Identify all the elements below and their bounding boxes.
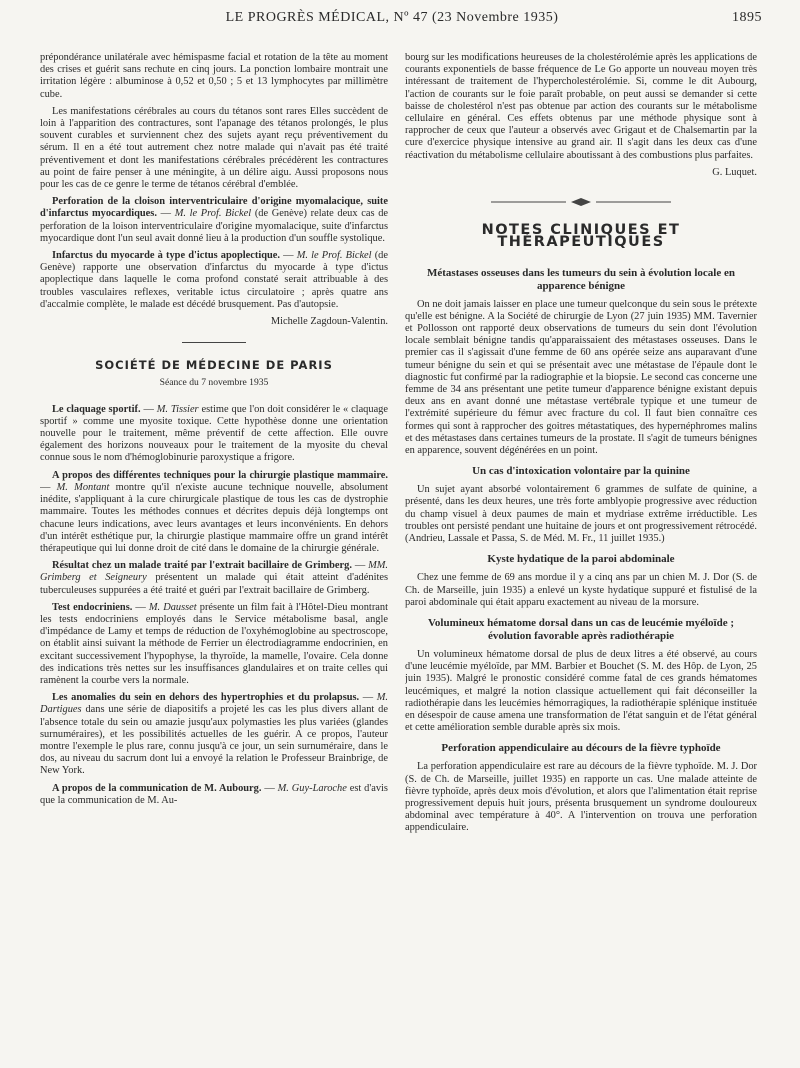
article-body: Un volumineux hématome dorsal de plus de deux litres a été observé, au cours d'une leucémie myéloïde, par MM. Barbier et Bouchet (S. M. des Hôp. de Lyon, 25 juin 1935). Malgré le pronostic considéré comme fatal de ces grands hématomes leucémiques, et malgré la notion classique actuellement qui fait déconseiller la radiothérapie dans les leucémies hémorragiques, la radiothérapie splénique instituée en désespoir de cause amena une transformation de l'état sanguin et de l'état général et cette amélioration semble durable après six mois. bbox=[405, 648, 757, 734]
article-body: dans une série de diapositifs a projeté les cas les plus divers allant de l'absence totale du sein ou amazie jusqu'aux polymasties les plus variées (glandes surnuméraires), et les possibilités actuelles de les guérir. A ce propos, l'auteur montre l'exemple le plus rare, connu jusqu'à ce jour, un sein surnuméraire, dans le dos, au niveau du sacrum dont lui a envoyé la relation le Professeur Brainbrige, de New York. bbox=[40, 704, 388, 777]
article-title: A propos de la communication de M. Aubourg. bbox=[52, 782, 262, 794]
article-body: La perforation appendiculaire est rare au décours de la fièvre typhoïde. M. J. Dor (S. de Ch. de Marseille, juillet 1935) en rapporte un cas. Une malade atteinte de fièvre typhoïde, après deux mois d'évolution, et alors que l'alimentation était reprise progressivement depuis huit jours, présenta brusquement un syndrome douloureux abdominal avec température à 40°. A l'intervention on trouva une perforation appendiculaire. bbox=[405, 761, 757, 834]
article: Le claquage sportif. — M. Tissier estime que l'on doit considérer le « claquage sportif » comme une myosite toxique. Cette hypothèse donne une orientation nouvelle pour le traitement, même préventif de cette affection. Elle ouvre également des horizons nouveaux pour le traitement de la myosite du cheval connue sous le nom d'hémoglobinurie paroxystique a frigore. bbox=[40, 403, 388, 464]
session-date: Séance du 7 novembre 1935 bbox=[159, 377, 269, 389]
paragraph: prépondérance unilatérale avec hémispasme facial et rotation de la tête au moment des crises et guérit sans rechute en cinq jours. La ponction lombaire montrait une irritation légère : albuminose à 0,52 et 0,50 ; 5 et 13 lymphocytes par millimètre cube. bbox=[40, 52, 388, 100]
article-title: Résultat chez un malade traité par l'extrait bacillaire de Grimberg. bbox=[52, 560, 352, 572]
society-heading: SOCIÉTÉ DE MÉDECINE DE PARIS bbox=[95, 358, 333, 373]
article-author: M. Dausset bbox=[148, 601, 197, 613]
article-body: (de Genève) relate deux cas de perforation de la loison interventriculaire d'origine myomalacique, suite d'infarctus myocardique dont l'un seul avait donné lieu à la production d'un souffle systolique. bbox=[40, 208, 388, 244]
article-author: M. le Prof. Bickel bbox=[296, 250, 372, 262]
section-heading: NOTES CLINIQUES ET THÉRAPEUTIQUES bbox=[481, 222, 681, 251]
page-number: 1895 bbox=[732, 10, 762, 25]
article-title: Kyste hydatique de la paroi abdominale bbox=[487, 553, 675, 566]
article: A propos des différentes techniques pour la chirurgie plastique mammaire. — M. Montant montre qu'il n'existe aucune technique nouvelle, absolument inédite, s'appliquant à la cure chirurgicale plastique de tous les cas de dystrophie mammaire. Toutes les méthodes connues et décrites depuis déjà longtemps ont chacune leurs indications, avec leurs avantages et leurs inconvénients. En dehors d'un intérêt esthétique pur, la chirurgie plastique mammaire offre un grand intérêt thérapeutique qui lui donne droit de cité dans le domaine de la chirurgie générale. bbox=[40, 469, 388, 554]
article-author: M. le Prof. Bickel bbox=[174, 208, 252, 220]
article: Infarctus du myocarde à type d'ictus apoplectique. — M. le Prof. Bickel (de Genève) rapporte une observation d'infarctus du myocarde à type d'ictus apoplectique dans laquelle le coma profond constaté serait attribuable à des troubles vasculaires reflexes, veritable ictus circulatoire ; après quatre ans d'accalmie complète, le malade est décédé brusquement. Pas d'autopsie. bbox=[40, 250, 388, 310]
left-column bbox=[40, 52, 388, 1052]
article-title: Métastases osseuses dans les tumeurs du sein à évolution locale en apparence bénigne bbox=[426, 266, 735, 292]
article: A propos de la communication de M. Aubourg. — M. Guy-Laroche est d'avis que la communication de M. Au- bbox=[40, 782, 388, 806]
article-body: est d'avis que la communication de M. Au- bbox=[40, 782, 388, 806]
article-title: Le claquage sportif. bbox=[52, 403, 141, 415]
journal-title: LE PROGRÈS MÉDICAL, Nº 47 (23 Novembre 1935) bbox=[225, 10, 559, 25]
article-title: Perforation de la cloison interventriculaire d'origine myomalacique, suite d'infarctus myocardiques. bbox=[40, 196, 388, 220]
article-body: montre qu'il n'existe aucune technique nouvelle, absolument inédite, s'appliquant à la cure chirurgicale plastique de tous les cas de dystrophie mammaire. Toutes les méthodes connues et décrites depuis déjà longtemps ont chacune leurs indications, avec leurs avantages et leurs inconvénients. En dehors d'un intérêt esthétique pur, la chirurgie plastique mammaire offre un grand intérêt thérapeutique qui lui donne droit de cité dans le domaine de la chirurgie générale. bbox=[40, 481, 388, 554]
divider bbox=[182, 342, 246, 343]
article-title: Volumineux hématome dorsal dans un cas de leucémie myéloïde ; évolution favorable après radiothérapie bbox=[427, 616, 735, 642]
signature: G. Luquet. bbox=[712, 166, 757, 178]
article-author: MM. Grimberg et Seigneury bbox=[40, 560, 388, 584]
paragraph: Les manifestations cérébrales au cours du tétanos sont rares Elles succèdent de loin à l'apparition des contractures, sont l'apanage des tétanos prolongés, le plus souvent curables et surviennent chez des sujets ayant reçu préventivement du sérum. Il en a été tout autrement chez notre malade qui n'avait pas été traité préventivement et dont les manifestations cérébrales précédèrent les contractures au point de faire penser à une méningite, à un délire aigu. Aussi proposons nous pour les cas de ce genre le terme de tétanos cérébral d'emblée. bbox=[40, 105, 388, 191]
article-body: On ne doit jamais laisser en place une tumeur quelconque du sein sous le prétexte qu'elle est bénigne. A la Société de chirurgie de Lyon (27 juin 1935) MM. Tavernier et Pollosson ont rapporté deux observations de tumeurs du sein dont l'évolution locale semblait bénigne tandis qu'apparaissaient des métastases osseuses. Dans le premier cas il s'agissait d'une femme de 60 ans opérée seize ans auparavant d'une tumeur bénigne du sein et qui se présentait avec une métastase de l'épaule dont le diagnostic fut confirmé par la radiographie et la biopsie. Le second cas concerne une femme de 34 ans présentant une petite tumeur d'apparence bénigne existant depuis deux ans en avant donné une métastase vertébrale typique et une tumeur de l'extrémité supérieure du fémur avec fracture du col. Il faut bien connaître ces formes qui sont à rapprocher des goitres métastatiques, des hypernéphromes malins et des métastases dans certaines tumeurs de la prostate. Il s'agit de tumeurs bénignes en apparence, souvent dégénérées en un point. bbox=[405, 298, 757, 457]
article-body: (de Genève) rapporte une observation d'infarctus du myocarde à type d'ictus apoplectique dans laquelle le coma profond constaté serait attribuable à des troubles vasculaires reflexes, veritable ictus circulatoire ; après quatre ans d'accalmie complète, le malade est décédé brusquement. Pas d'autopsie. bbox=[40, 250, 388, 310]
article: Résultat chez un malade traité par l'extrait bacillaire de Grimberg. — MM. Grimberg et Seigneury présentent un malade qui était atteint d'adénites tuberculeuses suppurées a été traité et guéri par l'extrait bacillaire de Grimberg. bbox=[40, 560, 388, 596]
article-title: Un cas d'intoxication volontaire par la quinine bbox=[472, 465, 690, 478]
article-body: Chez une femme de 69 ans mordue il y a cinq ans par un chien M. J. Dor (S. de Ch. de Marseille, juin 1935) a enlevé un kyste hydatique suppuré et fistulisé de la paroi abdominale qui était apparu exactement au niveau de la morsure. bbox=[405, 572, 757, 608]
article-title: A propos des différentes techniques pour la chirurgie plastique mammaire. bbox=[52, 469, 388, 481]
paragraph: bourg sur les modifications heureuses de la cholestérolémie après les applications de courants exponentiels de basse fréquence de Le Go apporte un nouveau moyen très intéressant de traitement de l'hypercholestérolémie. Si, comme le dit Aubourg, l'action de courants sur le foie paraît probable, on peut aussi se demander si cette baisse de cholestérol n'est pas obtenue par action des courants sur le métabolisme cellulaire en général. Ces effets obtenus par une méthode physique sont à rapprocher de ceux que l'auteur a observés avec Grigaut et de Chalsemartin par la cure d'exercice physique intensive au grand air. Il s'agit dans les deux cas d'une réactivation du métabolisme cellulaire aboutissant à des combustions plus parfaites. bbox=[405, 52, 757, 161]
article-body: estime que l'on doit considérer le « claquage sportif » comme une myosite toxique. Cette hypothèse donne une orientation nouvelle pour le traitement, même préventif de cette affection. Elle ouvre également des horizons nouveaux pour le traitement de la myosite du cheval connue sous le nom d'hémoglobinurie paroxystique a frigore. bbox=[40, 403, 388, 464]
right-column bbox=[405, 52, 757, 1052]
article-body: présentent un malade qui était atteint d'adénites tuberculeuses suppurées a été traité et guéri par l'extrait bacillaire de Grimberg. bbox=[40, 572, 388, 596]
article-author: M. Guy-Laroche bbox=[277, 782, 347, 794]
article-title: Infarctus du myocarde à type d'ictus apoplectique. bbox=[52, 250, 280, 262]
article-body: Un sujet ayant absorbé volontairement 6 grammes de sulfate de quinine, a présenté, dans les deux heures, une très forte amblyopie progressive avec réduction du champ visuel à deux paumes de main et mydriase extrême irréductible. Les troubles ont persisté pendant une huitaine de jours et ont progressivement rétrocédé. (Andrieu, Lassale et Passa, S. de Méd. M. Fr., 11 juillet 1935.) bbox=[405, 484, 757, 545]
article: Test endocriniens. — M. Dausset présente un film fait à l'Hôtel-Dieu montrant les tests endocriniens employés dans le Service métabolisme basal, angle d'impédance de Lamy et temps de réduction de l'oxyhémoglobine au spectroscope, on établit ainsi suivant la méthode de Ferrier un électrodiagramme endocrinien, en excitant successivement l'hypophyse, la thyroïde, la mamelle, l'ovaire. Cela donne des indications très nettes sur les insuffisances glandulaires et on traite celles qui ramènent la courbe vers la normale. bbox=[40, 601, 388, 686]
ornament-divider bbox=[405, 197, 757, 210]
article-body: présente un film fait à l'Hôtel-Dieu montrant les tests endocriniens employés dans le Service métabolisme basal, angle d'impédance de Lamy et temps de réduction de l'oxyhémoglobine au spectroscope, on établit ainsi suivant la méthode de Ferrier un électrodiagramme endocrinien, en excitant successivement l'hypophyse, la thyroïde, la mamelle, l'ovaire. Cela donne des indications très nettes sur les insuffisances glandulaires et on traite celles qui ramènent la courbe vers la normale. bbox=[40, 601, 388, 686]
running-header bbox=[40, 10, 762, 34]
article: Perforation de la cloison interventriculaire d'origine myomalacique, suite d'infarctus myocardiques. — M. le Prof. Bickel (de Genève) relate deux cas de perforation de la loison interventriculaire d'origine myomalacique, suite d'infarctus myocardique dont l'un seul avait donné lieu à la production d'un souffle systolique. bbox=[40, 196, 388, 244]
article-title: Test endocriniens. bbox=[52, 601, 133, 613]
ornament-icon bbox=[491, 197, 671, 207]
article-title: Les anomalies du sein en dehors des hypertrophies et du prolapsus. bbox=[52, 692, 360, 704]
article-author: M. Tissier bbox=[156, 403, 199, 415]
article-title: Perforation appendiculaire au décours de la fièvre typhoïde bbox=[441, 742, 721, 755]
signature: Michelle Zagdoun-Valentin. bbox=[270, 316, 388, 328]
article: Les anomalies du sein en dehors des hypertrophies et du prolapsus. — M. Dartigues dans une série de diapositifs a projeté les cas les plus divers allant de l'absence totale du sein ou amazie jusqu'aux polymasties les plus variées (glandes surnuméraires), et les possibilités actuelles de les guérir. A ce propos, l'auteur montre l'exemple le plus rare, connu jusqu'à ce jour, un sein surnuméraire, dans le dos, au niveau du sacrum dont lui a envoyé la relation le Professeur Brainbrige, de New York. bbox=[40, 692, 388, 777]
article-author: M. Montant bbox=[56, 481, 110, 493]
article-author: M. Dartigues bbox=[40, 692, 388, 716]
